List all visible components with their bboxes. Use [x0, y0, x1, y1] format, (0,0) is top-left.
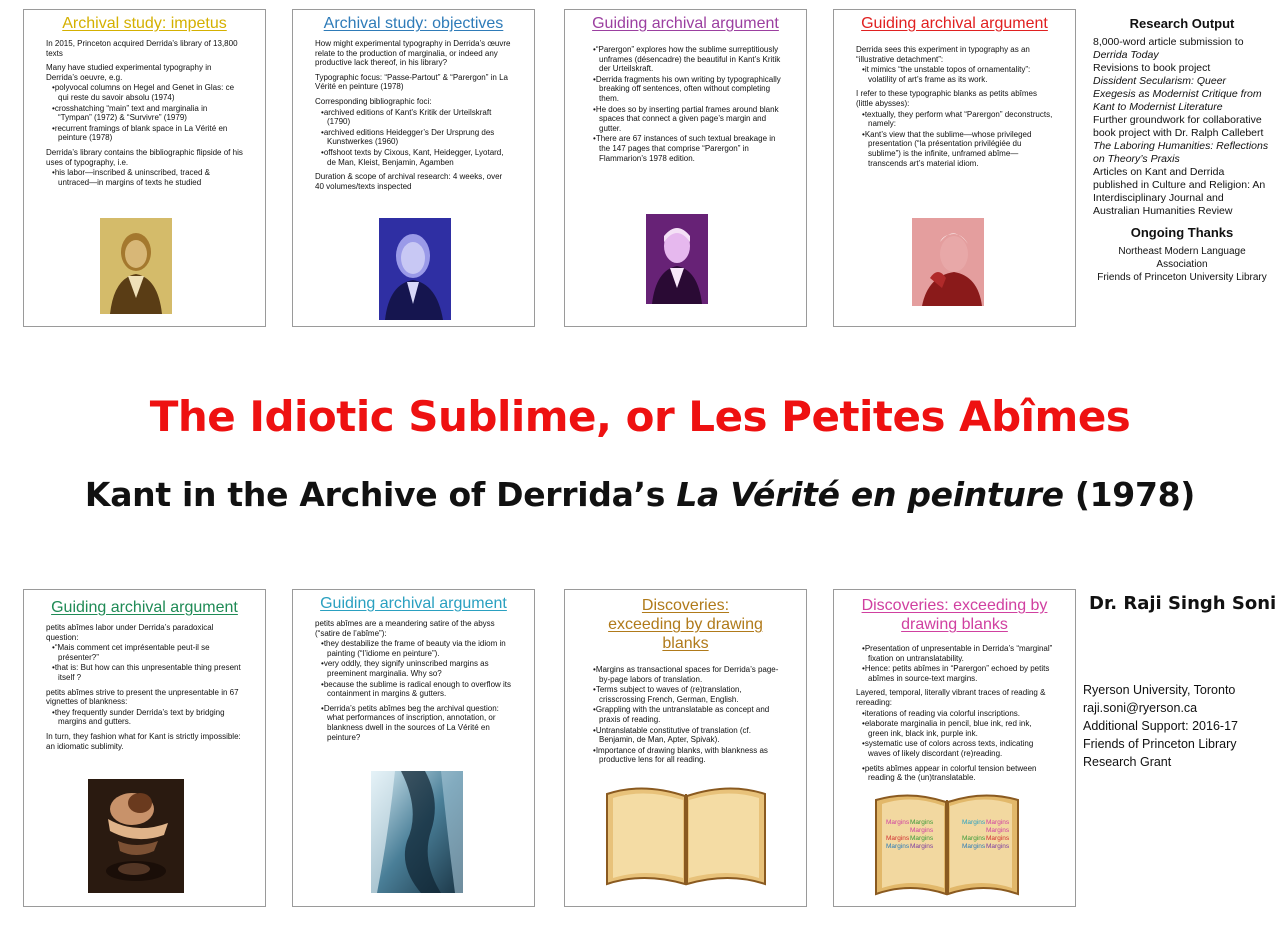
card-bullet-list	[856, 644, 1053, 683]
portrait-hegel-image	[100, 218, 172, 314]
card-paragraph: petits abîmes are a meandering satire of the abyss (“satire de l’abîme”):	[315, 619, 495, 638]
research-output-list	[1093, 36, 1271, 218]
portrait-derrida-image	[912, 218, 984, 306]
card-bullet: • textually, they perform what “Parergon” deconstructs, namely:	[862, 110, 1053, 129]
card-bullet: • they destabilize the frame of beauty via the idiom in painting (“l’idiome en peinture”).	[321, 639, 512, 658]
card-bullet: • archived editions Heidegger’s Der Ursprung des Kunstwerkes (1960)	[321, 128, 512, 147]
card-bullet: • his labor—inscribed & uninscribed, traced & untraced—in margins of texts he studied	[52, 168, 243, 187]
card-bullet: • Importance of drawing blanks, with blankness as productive lens for all reading.	[593, 746, 784, 765]
card-paragraph: Typographic focus: “Passe-Partout” & “Parergon” in La Vérité en peinture (1978)	[315, 72, 508, 92]
margin-label: Margins	[886, 843, 910, 850]
research-output-item: Revisions to book project	[1093, 62, 1211, 74]
card-title: Archival study: impetus	[62, 15, 227, 32]
card-bullet: • Grappling with the untranslatable as concept and praxis of reading.	[593, 705, 784, 724]
portrait-heidegger-image	[379, 218, 451, 320]
painting-narcissus-image	[88, 779, 184, 893]
card-bullet-list	[46, 643, 243, 682]
research-output-item: Articles on Kant and Derrida published in Culture and Religion: An Interdisciplinary Journal and Australian Humanities Review	[1093, 166, 1266, 217]
card-bullet-list	[315, 639, 512, 699]
card-bullet-list	[587, 665, 784, 765]
card-body	[293, 39, 534, 191]
thanks-item: Friends of Princeton University Library	[1097, 272, 1267, 283]
card-bullet: • offshoot texts by Cixous, Kant, Heidegger, Lyotard, de Man, Kleist, Benjamin, Agamben	[321, 148, 512, 167]
card-bullet: • crosshatching “main” text and marginalia in “Tympan” (1972) & “Survivre” (1979)	[52, 104, 243, 123]
card-discoveries-2	[833, 589, 1076, 907]
thanks-list	[1093, 245, 1271, 284]
card-body	[293, 619, 534, 742]
card-paragraph: Corresponding bibliographic foci:	[315, 96, 432, 106]
research-output-item: Further groundwork for collaborative book project with Dr. Ralph Callebert	[1093, 114, 1264, 139]
margin-label: Margins	[886, 835, 910, 842]
affiliation-line: Research Grant	[1083, 755, 1172, 769]
research-output-heading: Research Output	[1129, 16, 1235, 31]
card-bullet-list	[856, 709, 1053, 759]
card-title: Guiding archival argument	[861, 15, 1048, 32]
margin-label: Margins	[910, 827, 934, 834]
card-body	[24, 623, 265, 751]
card-objectives	[292, 9, 535, 327]
card-bullet: • very oddly, they signify uninscribed margins as preeminent marginalia. Why so?	[321, 659, 512, 678]
card-bullet: • polyvocal columns on Hegel and Genet in Glas: ce qui reste du savoir absolu (1974)	[52, 83, 243, 102]
card-bullet: • Derrida fragments his own writing by typographically breaking off sentences, often without completing them.	[593, 75, 784, 104]
card-body	[24, 39, 265, 187]
card-bullet: • iterations of reading via colorful inscriptions.	[862, 709, 1053, 719]
card-bullet: • Terms subject to waves of (re)translation, crisscrossing French, German, English.	[593, 685, 784, 704]
card-paragraph: petits abîmes labor under Derrida’s paradoxical question:	[46, 623, 214, 642]
affiliation-line: Ryerson University, Toronto	[1083, 683, 1236, 697]
affiliation-line: raji.soni@ryerson.ca	[1083, 701, 1198, 715]
card-bullet: • they frequently sunder Derrida’s text by bridging margins and gutters.	[52, 708, 243, 727]
card-paragraph: In 2015, Princeton acquired Derrida’s library of 13,800 texts	[46, 39, 238, 58]
card-bullet: • it mimics “the unstable topos of ornamentality”: volatility of art’s frame as its work.	[862, 65, 1053, 84]
card-bullet-list	[46, 708, 243, 727]
affiliation-line: Friends of Princeton Library	[1083, 737, 1237, 751]
card-paragraph: I refer to these typographic blanks as petits abîmes (little abysses):	[856, 89, 1037, 108]
poster-subtitle	[0, 475, 1280, 514]
card-bullet: • archived editions of Kant’s Kritik der Urteilskraft (1790)	[321, 108, 512, 127]
affiliation-block	[1083, 681, 1238, 771]
card-bullet: • that is: But how can this unpresentable thing present itself ?	[52, 663, 243, 682]
card-guiding-1	[564, 9, 807, 327]
card-title: Guiding archival argument	[592, 15, 779, 32]
card-bullet: • “Mais comment cet imprésentable peut-il se présenter?”	[52, 643, 243, 662]
card-bullet: • Untranslatable constitutive of translation (cf. Benjamin, de Man, Apter, Spivak).	[593, 726, 784, 745]
card-body	[565, 39, 806, 163]
margin-label: Margins	[986, 819, 1010, 826]
card-guiding-3	[23, 589, 266, 907]
card-paragraph: Derrida sees this experiment in typography as an “illustrative detachment”:	[856, 45, 1030, 64]
card-bullet: • Kant’s view that the sublime—whose privileged presentation (“la présentation privilégiée du sublime”) is the infinite, unframed abîme—transcends art’s material idiom.	[862, 130, 1053, 168]
card-title: Archival study: objectives	[323, 15, 504, 32]
card-bullet: • Margins as transactional spaces for Derrida’s page-by-page labors of translation.	[593, 665, 784, 684]
research-output-item: 8,000-word article submission to	[1093, 36, 1244, 48]
card-title: Discoveries: exceeding by drawing blanks	[861, 597, 1048, 633]
blank-book-image	[603, 780, 769, 890]
card-bullet-list	[315, 704, 512, 742]
card-bullet: • systematic use of colors across texts, indicating waves of likely discordant (re)reading.	[862, 739, 1053, 758]
margin-label: Margins	[962, 843, 986, 850]
card-guiding-2	[833, 9, 1076, 327]
card-bullet: • because the sublime is radical enough to overflow its containment in margins & gutters.	[321, 680, 512, 699]
card-bullet-list	[315, 108, 512, 168]
research-output-item: The Laboring Humanities: Reflections on Theory’s Praxis	[1093, 140, 1269, 165]
margin-label: Margins	[886, 819, 910, 826]
marked-book-image	[872, 788, 1022, 900]
research-output-panel	[1093, 17, 1271, 284]
poster-title: The Idiotic Sublime, or Les Petites Abîmes	[149, 392, 1131, 441]
portrait-kant-image	[646, 214, 708, 304]
author-name: Dr. Raji Singh Soni	[1089, 593, 1277, 614]
margin-label: Margins	[986, 843, 1010, 850]
card-guiding-4	[292, 589, 535, 907]
glacier-abyss-image	[371, 771, 463, 893]
card-body	[834, 39, 1075, 168]
card-bullet: • Hence: petits abîmes in “Parergon” echoed by petits abîmes in source-text margins.	[862, 664, 1053, 683]
margin-label: Margins	[910, 843, 934, 850]
card-paragraph: Duration & scope of archival research: 4 weeks, over 40 volumes/texts inspected	[315, 172, 503, 191]
card-bullet: • He does so by inserting partial frames around blank spaces that connect a given page’s margin and gutter.	[593, 105, 784, 134]
card-paragraph: In turn, they fashion what for Kant is strictly impossible: an idiomatic sublimity.	[46, 731, 241, 751]
margin-label: Margins	[910, 819, 934, 826]
card-paragraph: Derrida’s library contains the bibliographic flipside of his uses of typography, i.e.	[46, 147, 243, 167]
card-bullet-list	[856, 764, 1053, 783]
margin-label: Margins	[962, 835, 986, 842]
card-discoveries-1	[564, 589, 807, 907]
card-bullet: • “Parergon” explores how the sublime surreptitiously unframes (désencadre) the beautiful in Kant’s Kritik der Urteilskraft.	[593, 45, 784, 74]
card-title: Discoveries: exceeding by drawing blanks	[608, 597, 763, 652]
margin-label: Margins	[962, 819, 986, 826]
card-body	[834, 644, 1075, 783]
subtitle-italic: La Vérité en peinture	[676, 475, 1064, 514]
margin-label: Margins	[910, 835, 934, 842]
card-title: Guiding archival argument	[320, 595, 507, 612]
card-paragraph: Layered, temporal, literally vibrant traces of reading & rereading:	[856, 688, 1046, 707]
card-bullet-list	[46, 168, 243, 187]
card-bullet: • Presentation of unpresentable in Derrida’s “marginal” fixation on untranslatability.	[862, 644, 1053, 663]
card-body	[565, 665, 806, 765]
card-bullet: • petits abîmes appear in colorful tension between reading & the (un)translatable.	[862, 764, 1053, 783]
subtitle-prefix: Kant in the Archive of Derrida’s	[84, 475, 677, 514]
card-bullet: • recurrent framings of blank space in La Vérité en peinture (1978)	[52, 124, 243, 143]
card-bullet-list	[46, 83, 243, 143]
card-title: Guiding archival argument	[51, 599, 238, 616]
card-bullet: • Derrida’s petits abîmes beg the archival question: what performances of inscription, annotation, or blankness dwell in the sources of La Vérité en peinture?	[321, 704, 512, 742]
margin-label: Margins	[986, 827, 1010, 834]
card-bullet: • There are 67 instances of such textual breakage in the 147 pages that comprise “Parergon” in Flammarion’s 1978 edition.	[593, 134, 784, 163]
margin-label: Margins	[986, 835, 1010, 842]
thanks-item: Northeast Modern Language Association	[1118, 246, 1246, 270]
card-paragraph: Many have studied experimental typography in Derrida’s oeuvre, e.g.	[46, 63, 212, 82]
card-paragraph: How might experimental typography in Derrida’s œuvre relate to the production of marginalia, or indeed any productive lack thereof, in his library?	[315, 39, 511, 68]
card-bullet-list	[856, 110, 1053, 169]
research-output-item: Dissident Secularism: Queer Exegesis as Modernist Critique from Kant to Modernist Literature	[1093, 75, 1262, 113]
ongoing-thanks-heading: Ongoing Thanks	[1130, 225, 1234, 240]
card-bullet: • elaborate marginalia in pencil, blue ink, red ink, green ink, black ink, purple ink.	[862, 719, 1053, 738]
card-bullet-list	[587, 45, 784, 163]
card-impetus	[23, 9, 266, 327]
affiliation-line: Additional Support: 2016-17	[1083, 719, 1238, 733]
subtitle-suffix: (1978)	[1063, 475, 1196, 514]
card-bullet-list	[856, 65, 1053, 84]
card-paragraph: petits abîmes strive to present the unpresentable in 67 vignettes of blankness:	[46, 687, 239, 707]
research-output-item: Derrida Today	[1093, 49, 1159, 61]
